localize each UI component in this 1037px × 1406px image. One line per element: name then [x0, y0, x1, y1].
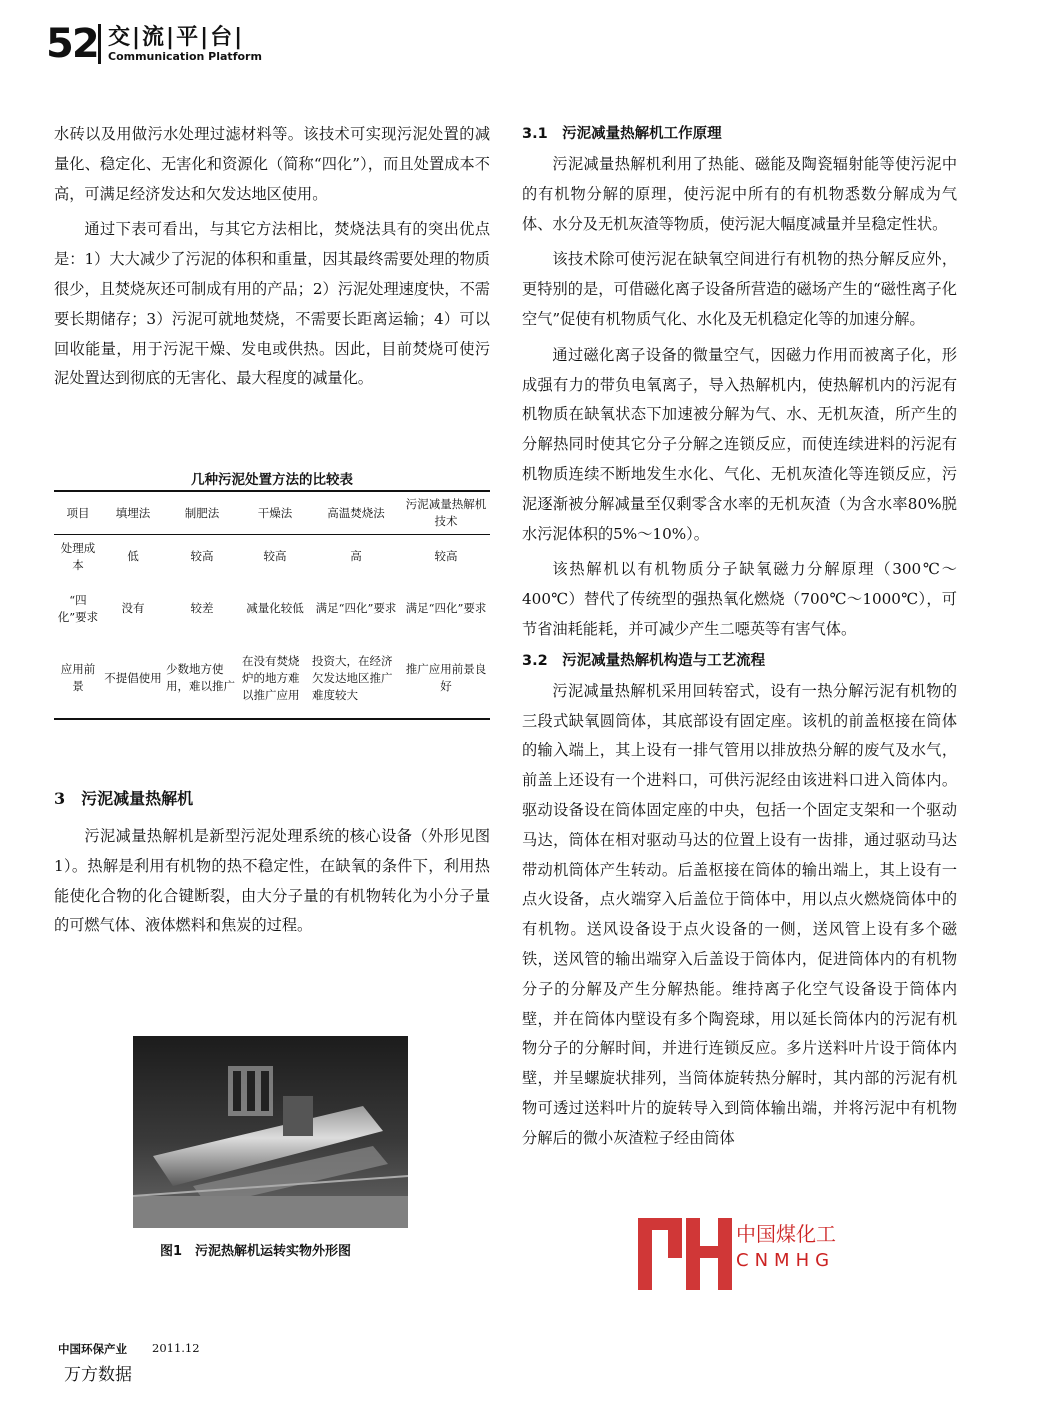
table-row [54, 535, 490, 579]
watermark-text-en: CNMHG [736, 1250, 836, 1271]
header-divider [98, 24, 101, 64]
table-header-cell: 污泥减量热解机技术 [405, 497, 487, 528]
subsection-heading-3-1: 3.1 污泥减量热解机工作原理 [522, 126, 722, 142]
table-header-cell: 干燥法 [257, 505, 293, 520]
table-cell: 低 [127, 549, 139, 564]
comparison-table [54, 490, 490, 720]
table-cell: 不提倡使用 [104, 670, 162, 685]
table-cell: 推广应用前景良好 [405, 662, 487, 693]
page-number: 52 [46, 21, 98, 67]
table-cell: 满足“四化”要求 [315, 601, 397, 615]
table-caption: 几种污泥处置方法的比较表 [191, 472, 353, 488]
right-column-text [522, 120, 957, 1156]
table-row [54, 639, 490, 719]
table-header-cell: 项目 [66, 505, 90, 520]
table-header-cell: 高温焚烧法 [327, 505, 385, 520]
paragraph: 该技术除可使污泥在缺氧空间进行有机物的热分解反应外，更特别的是，可借磁化离子设备所营造的磁场产生的“磁性离子化空气”促使有机物质气化、水化及无机稳定化等的加速分解。 [522, 250, 957, 328]
figure-caption: 图1 污泥热解机运转实物外形图 [160, 1244, 352, 1259]
section-3 [54, 784, 490, 941]
paragraph: 通过磁化离子设备的微量空气，因磁力作用而被离子化，形成强有力的带负电氧离子，导入热解机内，使热解机内的污泥有机物质在缺氧状态下加速被分解为气、水、无机灰渣，所产生的分解热同时使其它分子分解之连锁反应，而使连续进料的污泥有机物质连续不断地发生水化、气化、无机灰渣化等连锁反应，污泥逐渐被分解减量至仅剩零含水率的无机灰渣（为含水率80%脱水污泥体积的5%～10%）。 [522, 345, 957, 543]
journal-name: 中国环保产业 [58, 1342, 127, 1356]
paragraph: 水砖以及用做污水处理过滤材料等。该技术可实现污泥处置的减量化、稳定化、无害化和资源化（简称“四化”），而且处置成本不高，可满足经济发达和欠发达地区使用。 [54, 125, 490, 203]
table-cell: 投资大，在经济欠发达地区推广难度较大 [312, 653, 393, 702]
table-cell: 减量化较低 [246, 601, 304, 615]
table-header-cell: 填埋法 [115, 505, 151, 520]
section-subtitle: Communication Platform [108, 50, 262, 63]
table-cell: 高 [350, 549, 362, 564]
table-header-cell: 制肥法 [184, 505, 220, 520]
left-column-text [54, 120, 490, 396]
table-cell: 较高 [190, 549, 214, 564]
table-cell: 较高 [263, 549, 287, 564]
paragraph: 污泥减量热解机是新型污泥处理系统的核心设备（外形见图1）。热解是利用有机物的热不稳定性，在缺氧的条件下，利用热能使化合物的化合键断裂，由大分子量的有机物转化为小分子量的可燃气体、液体燃料和焦炭的过程。 [54, 827, 490, 935]
subsection-heading-3-2: 3.2 污泥减量热解机构造与工艺流程 [522, 652, 766, 669]
table-cell: 在没有焚烧炉的地方难以推广应用 [242, 653, 300, 702]
table-cell: 处理成本 [60, 540, 96, 572]
watermark-text-cn: 中国煤化工 [734, 1218, 838, 1247]
issue-date: 2011.12 [152, 1341, 200, 1355]
table-cell: 少数地方使用，难以推广 [166, 662, 235, 693]
table-cell: 较高 [434, 549, 458, 564]
table-cell: 应用前景 [60, 662, 96, 693]
table-cell: 较差 [190, 601, 214, 615]
section-heading: 3 污泥减量热解机 [54, 789, 194, 808]
table-row [54, 579, 490, 639]
figure-1-photo [133, 1036, 408, 1228]
paragraph: 污泥减量热解机采用回转窑式，设有一热分解污泥有机物的三段式缺氧圆筒体，其底部设有固定座。该机的前盖枢接在筒体的输入端上，其上设有一排气管用以排放热分解的废气及水气，前盖上还设有一个进料口，可供污泥经由该进料口进入筒体内。驱动设备设在筒体固定座的中央，包括一个固定支架和一个驱动马达，筒体在相对驱动马达的位置上设有一齿排，通过驱动马达带动机筒体产生转动。后盖枢接在筒体的输出端上，其上设有一点火设备，点火端穿入后盖位于筒体中，用以点火燃烧筒体中的有机物。送风设备设于点火设备的一侧，送风管上设有多个磁铁，送风管的输出端穿入后盖设于筒体内，促进筒体内的有机物分子的分解及产生分解热能。维持离子化空气设备设于筒体内壁，并在筒体内壁设有多个陶瓷球，用以延长筒体内的污泥有机物分子的分解时间，并进行连锁反应。多片送料叶片设于筒体内壁，并呈螺旋状排列，当筒体旋转热分解时，其内部的污泥有机物可透过送料叶片的旋转导入到筒体输出端，并将污泥中有机物分解后的微小灰渣粒子经由筒体 [522, 681, 957, 1147]
table-header-row [54, 491, 490, 535]
paragraph: 污泥减量热解机利用了热能、磁能及陶瓷辐射能等使污泥中的有机物分解的原理，使污泥中所有的有机物悉数分解成为气体、水分及无机灰渣等物质，使污泥大幅度减量并呈稳定性状。 [522, 155, 957, 233]
table-cell: 没有 [121, 601, 145, 615]
machine-photo-illustration [133, 1036, 408, 1228]
paragraph: 该热解机以有机物质分子缺氧磁力分解原理（300℃～400℃）替代了传统型的强热氧化燃烧（700℃～1000℃），可节省油耗能耗，并可减少产生二噁英等有害气体。 [522, 560, 957, 638]
paragraph: 通过下表可看出，与其它方法相比，焚烧法具有的突出优点是：1）大大减少了污泥的体积和重量，因其最终需要处理的物质很少，且焚烧灰还可制成有用的产品；2）污泥处理速度快，不需要长期储存；3）污泥可就地焚烧，不需要长距离运输；4）可以回收能量，用于污泥干燥、发电或供热。因此，目前焚烧可使污泥处置达到彻底的无害化、最大程度的减量化。 [54, 220, 490, 388]
section-title: 交|流|平|台| [108, 25, 245, 50]
table-cell: 满足“四化”要求 [405, 601, 487, 615]
table-cell: “四化”要求 [57, 592, 99, 624]
source-label: 万方数据 [64, 1365, 132, 1385]
